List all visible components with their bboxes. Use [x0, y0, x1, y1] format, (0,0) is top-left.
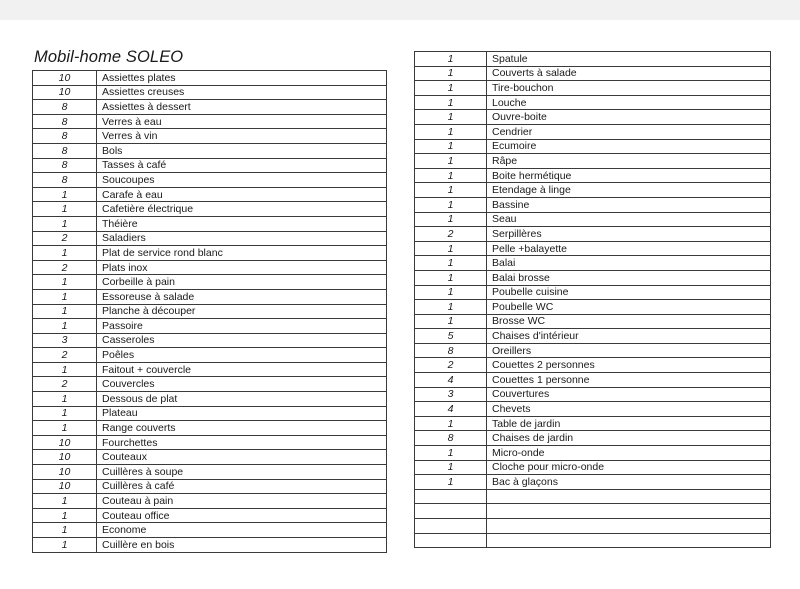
- quantity-cell: 1: [415, 95, 487, 110]
- item-name-cell: Couvercles: [97, 377, 387, 392]
- quantity-cell: 1: [415, 139, 487, 154]
- quantity-cell: 5: [415, 329, 487, 344]
- table-row: [33, 304, 387, 319]
- inventory-table-right: [414, 51, 771, 548]
- item-name-cell: Oreillers: [487, 343, 771, 358]
- table-row: [33, 348, 387, 363]
- quantity-cell: 4: [415, 402, 487, 417]
- item-name-cell: Couvertures: [487, 387, 771, 402]
- table-row: [33, 508, 387, 523]
- quantity-cell: 1: [33, 523, 97, 538]
- quantity-cell: 1: [415, 66, 487, 81]
- quantity-cell: 1: [415, 475, 487, 490]
- table-row: [415, 387, 771, 402]
- quantity-cell: 1: [415, 285, 487, 300]
- table-row: [415, 285, 771, 300]
- item-name-cell: Table de jardin: [487, 416, 771, 431]
- table-row: [415, 475, 771, 490]
- table-row: [415, 197, 771, 212]
- table-row: [33, 377, 387, 392]
- table-row: [33, 260, 387, 275]
- table-row: [33, 362, 387, 377]
- table-row: [415, 95, 771, 110]
- quantity-cell: 1: [415, 81, 487, 96]
- quantity-cell: 1: [33, 538, 97, 553]
- item-name-cell: Bassine: [487, 197, 771, 212]
- item-name-cell: Saladiers: [97, 231, 387, 246]
- item-name-cell: Cuillère en bois: [97, 538, 387, 553]
- table-row: [415, 329, 771, 344]
- table-row: [415, 314, 771, 329]
- item-name-cell: Poubelle WC: [487, 300, 771, 315]
- item-name-cell: Couettes 1 personne: [487, 373, 771, 388]
- item-name-cell: Plateau: [97, 406, 387, 421]
- table-row: [415, 300, 771, 315]
- item-name-cell: Chaises de jardin: [487, 431, 771, 446]
- item-name-cell: Boite hermétique: [487, 168, 771, 183]
- quantity-cell: 1: [415, 256, 487, 271]
- table-row: [33, 231, 387, 246]
- quantity-cell: 1: [415, 270, 487, 285]
- table-row: [415, 81, 771, 96]
- table-row: [33, 289, 387, 304]
- quantity-cell: 1: [415, 52, 487, 67]
- quantity-cell: 1: [33, 304, 97, 319]
- table-row: [415, 168, 771, 183]
- quantity-cell: 8: [415, 431, 487, 446]
- quantity-cell: 1: [415, 300, 487, 315]
- table-row: [415, 183, 771, 198]
- item-name-cell: Théière: [97, 216, 387, 231]
- item-name-cell: Cuillères à soupe: [97, 465, 387, 480]
- quantity-cell: 1: [33, 187, 97, 202]
- quantity-cell: 1: [33, 216, 97, 231]
- quantity-cell: 8: [33, 100, 97, 115]
- quantity-cell: 8: [33, 129, 97, 144]
- table-row: [415, 358, 771, 373]
- item-name-cell: Couteau à pain: [97, 494, 387, 509]
- item-name-cell: Couverts à salade: [487, 66, 771, 81]
- quantity-cell: [415, 519, 487, 534]
- table-row: [415, 124, 771, 139]
- item-name-cell: Essoreuse à salade: [97, 289, 387, 304]
- quantity-cell: 1: [33, 275, 97, 290]
- item-name-cell: Assiettes plates: [97, 71, 387, 86]
- quantity-cell: 1: [33, 406, 97, 421]
- table-row: [33, 216, 387, 231]
- table-row: [33, 129, 387, 144]
- table-row: [415, 431, 771, 446]
- quantity-cell: 1: [33, 508, 97, 523]
- table-row: [33, 392, 387, 407]
- quantity-cell: 1: [415, 314, 487, 329]
- table-row: [33, 450, 387, 465]
- quantity-cell: 10: [33, 465, 97, 480]
- quantity-cell: 1: [415, 110, 487, 125]
- table-row: [415, 227, 771, 242]
- quantity-cell: 1: [33, 392, 97, 407]
- item-name-cell: [487, 504, 771, 519]
- item-name-cell: Poêles: [97, 348, 387, 363]
- table-row: [415, 460, 771, 475]
- table-row: [33, 333, 387, 348]
- item-name-cell: Plats inox: [97, 260, 387, 275]
- quantity-cell: 1: [33, 246, 97, 261]
- table-row: [415, 52, 771, 67]
- item-name-cell: [487, 489, 771, 504]
- quantity-cell: 3: [415, 387, 487, 402]
- item-name-cell: Micro-onde: [487, 446, 771, 461]
- table-row: [415, 270, 771, 285]
- quantity-cell: 1: [415, 197, 487, 212]
- item-name-cell: Assiettes creuses: [97, 85, 387, 100]
- table-row: [33, 435, 387, 450]
- table-row: [415, 241, 771, 256]
- table-row: [415, 416, 771, 431]
- quantity-cell: 1: [415, 124, 487, 139]
- table-row: [33, 421, 387, 436]
- table-row: [33, 114, 387, 129]
- table-row: [33, 465, 387, 480]
- item-name-cell: Seau: [487, 212, 771, 227]
- quantity-cell: 1: [415, 154, 487, 169]
- item-name-cell: Verres à eau: [97, 114, 387, 129]
- item-name-cell: Econome: [97, 523, 387, 538]
- item-name-cell: Couettes 2 personnes: [487, 358, 771, 373]
- quantity-cell: 1: [33, 289, 97, 304]
- item-name-cell: Carafe à eau: [97, 187, 387, 202]
- table-row: [415, 519, 771, 534]
- item-name-cell: Planche à découper: [97, 304, 387, 319]
- quantity-cell: 1: [33, 421, 97, 436]
- quantity-cell: 1: [415, 416, 487, 431]
- quantity-cell: 2: [33, 260, 97, 275]
- quantity-cell: 1: [33, 494, 97, 509]
- quantity-cell: 8: [33, 143, 97, 158]
- item-name-cell: Couteau office: [97, 508, 387, 523]
- item-name-cell: Bols: [97, 143, 387, 158]
- quantity-cell: 1: [415, 212, 487, 227]
- table-row: [33, 246, 387, 261]
- table-row: [33, 494, 387, 509]
- item-name-cell: Range couverts: [97, 421, 387, 436]
- table-row: [33, 71, 387, 86]
- item-name-cell: Assiettes à dessert: [97, 100, 387, 115]
- item-name-cell: Corbeille à pain: [97, 275, 387, 290]
- item-name-cell: Bac à glaçons: [487, 475, 771, 490]
- item-name-cell: Poubelle cuisine: [487, 285, 771, 300]
- table-row: [415, 110, 771, 125]
- table-row: [415, 373, 771, 388]
- item-name-cell: Cloche pour micro-onde: [487, 460, 771, 475]
- quantity-cell: 4: [415, 373, 487, 388]
- quantity-cell: 10: [33, 435, 97, 450]
- item-name-cell: Chaises d'intérieur: [487, 329, 771, 344]
- item-name-cell: Cuillères à café: [97, 479, 387, 494]
- item-name-cell: Etendage à linge: [487, 183, 771, 198]
- table-row: [33, 319, 387, 334]
- item-name-cell: Faitout + couvercle: [97, 362, 387, 377]
- item-name-cell: [487, 519, 771, 534]
- item-name-cell: Cendrier: [487, 124, 771, 139]
- item-name-cell: Râpe: [487, 154, 771, 169]
- item-name-cell: Ouvre-boite: [487, 110, 771, 125]
- quantity-cell: 1: [415, 241, 487, 256]
- table-row: [33, 85, 387, 100]
- item-name-cell: Tire-bouchon: [487, 81, 771, 96]
- table-row: [415, 139, 771, 154]
- quantity-cell: 1: [33, 362, 97, 377]
- quantity-cell: 1: [33, 202, 97, 217]
- table-row: [415, 402, 771, 417]
- table-row: [415, 256, 771, 271]
- item-name-cell: Louche: [487, 95, 771, 110]
- quantity-cell: 10: [33, 85, 97, 100]
- quantity-cell: 10: [33, 479, 97, 494]
- table-row: [415, 489, 771, 504]
- quantity-cell: [415, 489, 487, 504]
- quantity-cell: 2: [415, 227, 487, 242]
- table-row: [33, 158, 387, 173]
- item-name-cell: Serpillères: [487, 227, 771, 242]
- table-row: [33, 406, 387, 421]
- item-name-cell: [487, 533, 771, 548]
- table-row: [415, 154, 771, 169]
- scan-top-band: [0, 0, 800, 20]
- quantity-cell: 1: [415, 460, 487, 475]
- item-name-cell: Couteaux: [97, 450, 387, 465]
- table-row: [33, 538, 387, 553]
- item-name-cell: Soucoupes: [97, 173, 387, 188]
- table-row: [33, 100, 387, 115]
- item-name-cell: Spatule: [487, 52, 771, 67]
- quantity-cell: 1: [33, 319, 97, 334]
- item-name-cell: Pelle +balayette: [487, 241, 771, 256]
- table-row: [415, 343, 771, 358]
- item-name-cell: Ecumoire: [487, 139, 771, 154]
- item-name-cell: Fourchettes: [97, 435, 387, 450]
- item-name-cell: Chevets: [487, 402, 771, 417]
- document-title: Mobil-home SOLEO: [34, 48, 184, 66]
- quantity-cell: 8: [415, 343, 487, 358]
- quantity-cell: 10: [33, 71, 97, 86]
- quantity-cell: 3: [33, 333, 97, 348]
- item-name-cell: Passoire: [97, 319, 387, 334]
- quantity-cell: 8: [33, 158, 97, 173]
- item-name-cell: Cafetière électrique: [97, 202, 387, 217]
- table-row: [33, 143, 387, 158]
- quantity-cell: [415, 533, 487, 548]
- scan-spot: [702, 20, 748, 34]
- quantity-cell: 8: [33, 173, 97, 188]
- table-row: [33, 173, 387, 188]
- item-name-cell: Casseroles: [97, 333, 387, 348]
- table-row: [415, 212, 771, 227]
- quantity-cell: 2: [33, 348, 97, 363]
- item-name-cell: Balai brosse: [487, 270, 771, 285]
- item-name-cell: Verres à vin: [97, 129, 387, 144]
- table-row: [415, 446, 771, 461]
- item-name-cell: Dessous de plat: [97, 392, 387, 407]
- quantity-cell: 10: [33, 450, 97, 465]
- quantity-cell: 2: [33, 377, 97, 392]
- quantity-cell: 2: [415, 358, 487, 373]
- item-name-cell: Plat de service rond blanc: [97, 246, 387, 261]
- quantity-cell: 1: [415, 168, 487, 183]
- item-name-cell: Balai: [487, 256, 771, 271]
- table-row: [415, 66, 771, 81]
- table-row: [33, 523, 387, 538]
- table-row: [33, 202, 387, 217]
- inventory-table-left: [32, 70, 387, 553]
- item-name-cell: Tasses à café: [97, 158, 387, 173]
- table-row: [415, 533, 771, 548]
- quantity-cell: 1: [415, 446, 487, 461]
- quantity-cell: 8: [33, 114, 97, 129]
- quantity-cell: [415, 504, 487, 519]
- table-row: [33, 479, 387, 494]
- quantity-cell: 2: [33, 231, 97, 246]
- quantity-cell: 1: [415, 183, 487, 198]
- table-row: [415, 504, 771, 519]
- table-row: [33, 275, 387, 290]
- item-name-cell: Brosse WC: [487, 314, 771, 329]
- table-row: [33, 187, 387, 202]
